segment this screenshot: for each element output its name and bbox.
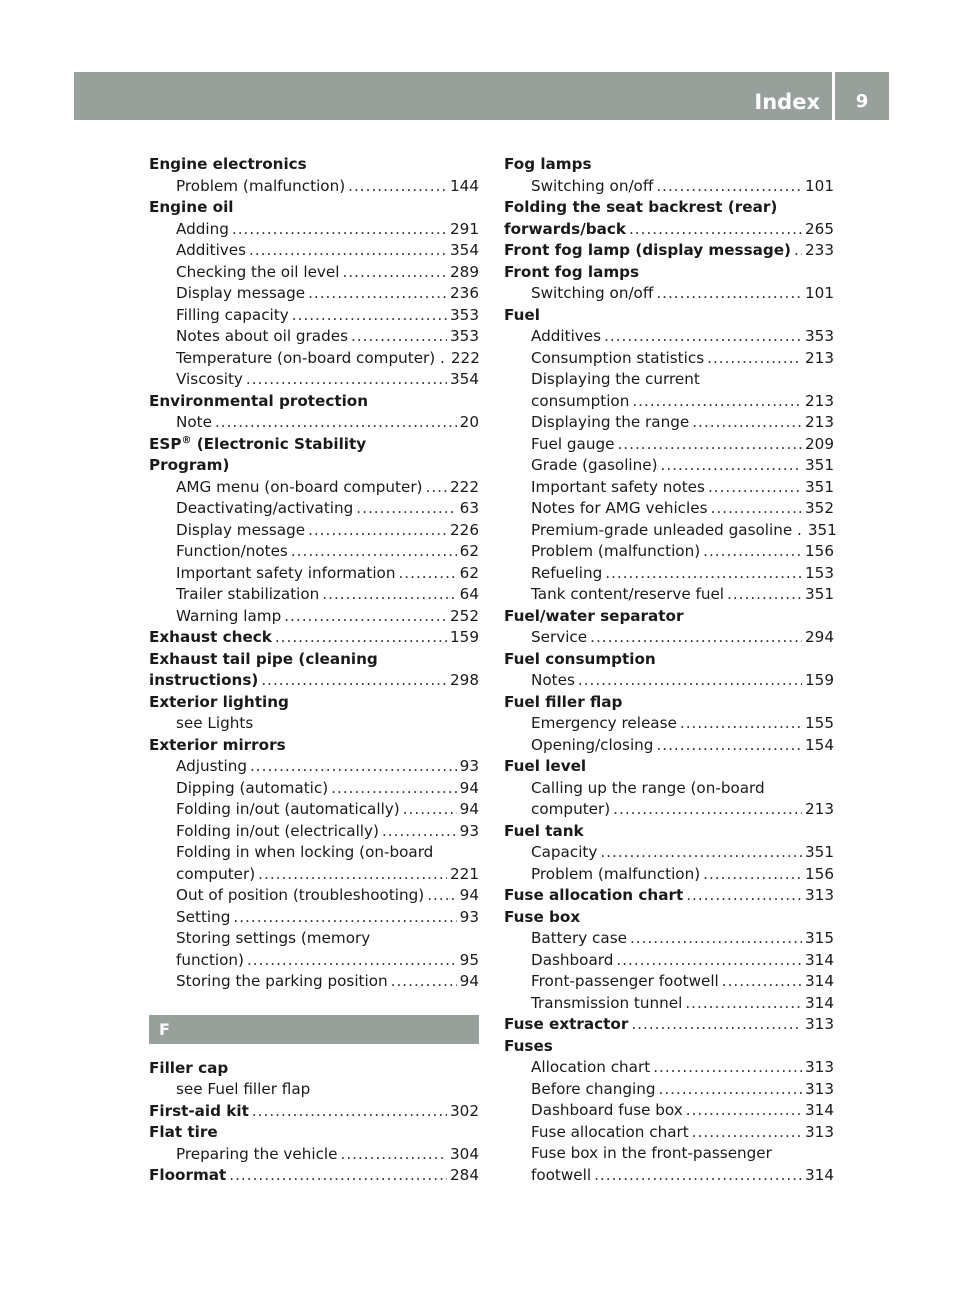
index-entry: Switching on/off ..... 101 [504, 283, 834, 305]
index-entry-line: Storing settings (memory [176, 929, 371, 947]
index-entry: Preparing the vehicle ..... 304 [149, 1144, 479, 1166]
index-entry-line: Displaying the current [531, 370, 700, 388]
index-entry: Problem (malfunction) ..... 156 [504, 541, 834, 563]
index-entry: Trailer stabilization ..... 64 [149, 584, 479, 606]
index-entry: Before changing ..... 313 [504, 1079, 834, 1101]
index-heading: Fog lamps [504, 155, 592, 173]
index-entry: First-aid kit ..... 302 [149, 1101, 479, 1123]
index-entry: Note ..... 20 [149, 412, 479, 434]
index-entry: Refueling ..... 153 [504, 563, 834, 585]
index-entry: Displaying the range ..... 213 [504, 412, 834, 434]
index-entry: Dipping (automatic) ..... 94 [149, 778, 479, 800]
index-entry: Viscosity ..... 354 [149, 369, 479, 391]
index-entry: Transmission tunnel ..... 314 [504, 993, 834, 1015]
index-entry: Emergency release ..... 155 [504, 713, 834, 735]
index-heading: Fuel [504, 305, 540, 324]
index-heading: Fuse box [504, 907, 581, 926]
index-entry: Notes about oil grades ..... 353 [149, 326, 479, 348]
index-entry: Dashboard ..... 314 [504, 950, 834, 972]
index-entry-line: Fuse box in the front-passenger [531, 1144, 772, 1162]
index-entry: Function/notes ..... 62 [149, 541, 479, 563]
index-heading: Fuel tank [504, 821, 584, 840]
index-heading: Fuel level [504, 757, 587, 775]
index-heading: Exterior lighting [149, 692, 289, 711]
index-entry: Opening/closing ..... 154 [504, 735, 834, 757]
index-heading: Fuses [504, 1036, 553, 1055]
index-entry: Front-passenger footwell ..... 314 [504, 971, 834, 993]
index-entry: computer) ..... 213 [504, 799, 834, 821]
index-entry: instructions) ..... 298 [149, 670, 479, 692]
index-entry: Additives ..... 353 [504, 326, 834, 348]
index-entry-line: Calling up the range (on-board [531, 778, 765, 797]
index-entry: Floormat ..... 284 [149, 1165, 479, 1187]
index-entry: Checking the oil level ..... 289 [149, 262, 479, 284]
index-entry: Setting ..... 93 [149, 907, 479, 929]
index-entry: Fuse allocation chart ..... 313 [504, 1122, 834, 1144]
index-heading: Exterior mirrors [149, 735, 286, 754]
index-entry: Temperature (on-board computer) . 222 [176, 348, 480, 367]
section-letter-f: F [149, 1015, 479, 1044]
index-entry: footwell ..... 314 [504, 1165, 834, 1187]
index-heading: Fuel/water separator [504, 606, 684, 625]
index-heading: Fuel consumption [504, 649, 656, 668]
index-entry: AMG menu (on-board computer) ..... 222 [149, 477, 479, 499]
index-see-reference: see Lights [176, 714, 254, 732]
index-entry: Important safety notes ..... 351 [504, 477, 834, 499]
index-entry: Warning lamp ..... 252 [149, 606, 479, 628]
index-heading: Environmental protection [149, 391, 369, 410]
index-heading: ESP® (Electronic Stability [149, 434, 367, 453]
index-entry: Service ..... 294 [504, 627, 834, 649]
index-entry: Fuse allocation chart ..... 313 [504, 885, 834, 907]
index-entry: Fuse extractor ..... 313 [504, 1014, 834, 1036]
index-entry-line: Folding in when locking (on-board [176, 843, 434, 861]
index-entry: Adding ..... 291 [149, 219, 479, 241]
index-entry: Grade (gasoline) ..... 351 [504, 455, 834, 477]
index-entry: Dashboard fuse box ..... 314 [504, 1100, 834, 1122]
index-entry: forwards/back ..... 265 [504, 219, 834, 241]
index-heading: Flat tire [149, 1123, 218, 1141]
index-entry: Important safety information ..... 62 [149, 563, 479, 585]
index-entry: Additives ..... 354 [149, 240, 479, 262]
index-entry: function) ..... 95 [149, 950, 479, 972]
index-heading: Folding the seat backrest (rear) [504, 198, 778, 216]
index-entry: Storing the parking position ..... 94 [149, 971, 479, 993]
index-entry: Exhaust check ..... 159 [149, 627, 479, 649]
index-entry: Front fog lamp (display message) ..... 233 [504, 240, 834, 262]
index-heading: Filler cap [149, 1058, 229, 1077]
index-entry: Fuel gauge ..... 209 [504, 434, 834, 456]
index-entry: Out of position (troubleshooting) ..... 94 [149, 885, 479, 907]
index-column-left [149, 154, 479, 1187]
index-entry: Notes ..... 159 [504, 670, 834, 692]
index-see-reference: see Fuel filler flap [176, 1080, 311, 1098]
index-entry: consumption ..... 213 [504, 391, 834, 413]
index-column-right [504, 154, 837, 1186]
index-entry: Problem (malfunction) ..... 156 [504, 864, 834, 886]
index-entry: Premium-grade unleaded gasoline . 351 [531, 520, 837, 539]
index-entry: Allocation chart ..... 313 [504, 1057, 834, 1079]
index-heading: Front fog lamps [504, 262, 640, 281]
index-heading: Engine electronics [149, 155, 307, 173]
index-entry: Consumption statistics ..... 213 [504, 348, 834, 370]
index-entry: Battery case ..... 315 [504, 928, 834, 950]
index-entry: Filling capacity ..... 353 [149, 305, 479, 327]
index-heading: Engine oil [149, 198, 234, 216]
index-heading: Fuel filler flap [504, 692, 623, 711]
index-entry: Deactivating/activating ..... 63 [149, 498, 479, 520]
index-entry: Capacity ..... 351 [504, 842, 834, 864]
index-entry: Notes for AMG vehicles ..... 352 [504, 498, 834, 520]
index-entry: computer) ..... 221 [149, 864, 479, 886]
index-heading: Program) [149, 456, 230, 474]
header-title: Index [754, 90, 820, 114]
index-entry: Display message ..... 236 [149, 283, 479, 305]
index-entry: Adjusting ..... 93 [149, 756, 479, 778]
index-entry: Display message ..... 226 [149, 520, 479, 542]
index-entry: Tank content/reserve fuel ..... 351 [504, 584, 834, 606]
page-number: 9 [855, 91, 869, 112]
index-entry: Problem (malfunction) ..... 144 [149, 176, 479, 198]
index-heading: Exhaust tail pipe (cleaning [149, 649, 378, 668]
index-entry: Switching on/off ..... 101 [504, 176, 834, 198]
index-entry: Folding in/out (electrically) ..... 93 [149, 821, 479, 843]
index-entry: Folding in/out (automatically) ..... 94 [149, 799, 479, 821]
